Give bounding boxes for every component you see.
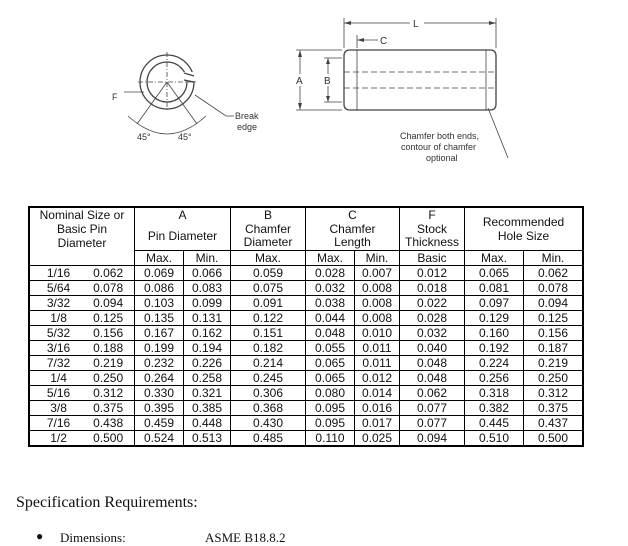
spec-item-value: ASME B18.8.2: [205, 530, 286, 545]
subheader-blank-2: [87, 250, 134, 265]
cell-a-min: 0.099: [184, 295, 231, 310]
header-c-label: [306, 223, 400, 250]
chamfer-note-3: optional: [426, 153, 458, 163]
cell-hole-min: 0.094: [524, 295, 584, 310]
cell-b-max: 0.122: [231, 310, 306, 325]
cell-a-min: 0.226: [184, 355, 231, 370]
header-b-line-2: Diameter: [243, 235, 293, 250]
subheader-blank-1: [29, 250, 87, 265]
cell-hole-max: 0.065: [465, 265, 524, 280]
cell-a-max: 0.199: [135, 340, 184, 355]
cell-nominal-fraction: 1/2: [29, 430, 87, 446]
cell-hole-min: 0.250: [524, 370, 584, 385]
cell-nominal-fraction: 3/8: [29, 400, 87, 415]
header-b-label: [231, 223, 306, 250]
cell-c-max: 0.095: [306, 415, 355, 430]
cell-a-max: 0.330: [135, 385, 184, 400]
cell-b-max: 0.245: [231, 370, 306, 385]
spec-item-label: Dimensions:: [60, 530, 126, 545]
cell-f-basic: 0.094: [400, 430, 465, 446]
cell-a-min: 0.066: [184, 265, 231, 280]
cell-nominal-decimal: 0.094: [87, 295, 134, 310]
cell-a-max: 0.395: [135, 400, 184, 415]
header-a-letter: A: [135, 207, 231, 223]
chamfer-note-1: Chamfer both ends,: [400, 131, 480, 141]
label-angle-right: 45°: [178, 132, 192, 142]
cell-f-basic: 0.077: [400, 400, 465, 415]
cell-a-max: 0.135: [135, 310, 184, 325]
cell-b-max: 0.182: [231, 340, 306, 355]
cell-a-max: 0.459: [135, 415, 184, 430]
label-angle-left: 45°: [137, 132, 151, 142]
cell-hole-min: 0.156: [524, 325, 584, 340]
label-b: B: [324, 76, 331, 87]
table-row: [29, 295, 583, 310]
cell-nominal-fraction: 1/16: [29, 265, 87, 280]
cell-f-basic: 0.040: [400, 340, 465, 355]
cell-c-min: 0.012: [355, 370, 400, 385]
cell-c-min: 0.017: [355, 415, 400, 430]
cell-nominal-decimal: 0.188: [87, 340, 134, 355]
cell-nominal-decimal: 0.078: [87, 280, 134, 295]
table-row: [29, 415, 583, 430]
cell-hole-min: 0.500: [524, 430, 584, 446]
cell-f-basic: 0.077: [400, 415, 465, 430]
cell-c-max: 0.038: [306, 295, 355, 310]
spec-requirements-heading: Specification Requirements:: [16, 494, 198, 511]
cell-hole-min: 0.125: [524, 310, 584, 325]
cell-b-max: 0.214: [231, 355, 306, 370]
cell-hole-max: 0.224: [465, 355, 524, 370]
cell-c-max: 0.065: [306, 370, 355, 385]
cell-hole-min: 0.078: [524, 280, 584, 295]
cell-a-min: 0.513: [184, 430, 231, 446]
header-rec-line-2: Hole Size: [497, 228, 550, 243]
cell-f-basic: 0.012: [400, 265, 465, 280]
cell-f-basic: 0.022: [400, 295, 465, 310]
header-rec-line-1: Recommended: [482, 214, 565, 229]
table-subheader-row: [29, 250, 583, 265]
cell-c-min: 0.016: [355, 400, 400, 415]
cell-nominal-fraction: 1/8: [29, 310, 87, 325]
cell-nominal-fraction: 3/16: [29, 340, 87, 355]
table-row: [29, 355, 583, 370]
cell-hole-max: 0.160: [465, 325, 524, 340]
cell-c-min: 0.025: [355, 430, 400, 446]
table-header-row: [29, 207, 583, 223]
cell-a-min: 0.131: [184, 310, 231, 325]
cell-b-max: 0.485: [231, 430, 306, 446]
end-view: [124, 52, 234, 134]
cell-f-basic: 0.028: [400, 310, 465, 325]
cell-a-min: 0.162: [184, 325, 231, 340]
subheader-b-max: Max.: [231, 250, 306, 265]
cell-f-basic: 0.048: [400, 370, 465, 385]
cell-a-min: 0.258: [184, 370, 231, 385]
cell-b-max: 0.368: [231, 400, 306, 415]
table-row: [29, 385, 583, 400]
cell-c-min: 0.010: [355, 325, 400, 340]
table-row: [29, 325, 583, 340]
header-recommended-hole: [465, 207, 584, 250]
bullet-icon: ●: [36, 529, 44, 543]
table-row: [29, 400, 583, 415]
cell-c-max: 0.048: [306, 325, 355, 340]
cell-c-min: 0.008: [355, 310, 400, 325]
cell-b-max: 0.306: [231, 385, 306, 400]
subheader-c-min: Min.: [355, 250, 400, 265]
cell-nominal-fraction: 3/32: [29, 295, 87, 310]
subheader-c-max: Max.: [306, 250, 355, 265]
header-c-line-2: Length: [334, 235, 371, 250]
cell-a-min: 0.194: [184, 340, 231, 355]
cell-a-min: 0.448: [184, 415, 231, 430]
cell-c-max: 0.080: [306, 385, 355, 400]
cell-a-max: 0.167: [135, 325, 184, 340]
cell-c-max: 0.065: [306, 355, 355, 370]
cell-c-min: 0.008: [355, 295, 400, 310]
subheader-hole-min: Min.: [524, 250, 584, 265]
cell-f-basic: 0.062: [400, 385, 465, 400]
cell-nominal-fraction: 5/64: [29, 280, 87, 295]
cell-c-max: 0.028: [306, 265, 355, 280]
header-nominal-line-3: Diameter: [57, 236, 107, 250]
header-f-label: [400, 223, 465, 250]
cell-nominal-fraction: 5/32: [29, 325, 87, 340]
cell-a-max: 0.264: [135, 370, 184, 385]
cell-c-min: 0.008: [355, 280, 400, 295]
header-c-line-1: Chamfer: [329, 222, 376, 237]
cell-hole-max: 0.510: [465, 430, 524, 446]
cell-nominal-decimal: 0.219: [87, 355, 134, 370]
cell-hole-max: 0.192: [465, 340, 524, 355]
header-f-line-2: Thickness: [404, 235, 460, 250]
cell-hole-max: 0.318: [465, 385, 524, 400]
cell-a-max: 0.232: [135, 355, 184, 370]
header-nominal-line-2: Basic Pin: [56, 222, 108, 236]
cell-hole-max: 0.081: [465, 280, 524, 295]
cell-nominal-decimal: 0.500: [87, 430, 134, 446]
cell-hole-min: 0.062: [524, 265, 584, 280]
table-row: [29, 265, 583, 280]
cell-nominal-fraction: 7/16: [29, 415, 87, 430]
cell-hole-max: 0.097: [465, 295, 524, 310]
cell-a-max: 0.069: [135, 265, 184, 280]
cell-hole-max: 0.382: [465, 400, 524, 415]
spring-pin-dimensions-table: [28, 206, 584, 447]
cell-hole-min: 0.437: [524, 415, 584, 430]
label-a: A: [296, 76, 303, 87]
cell-c-min: 0.011: [355, 355, 400, 370]
table-row: [29, 340, 583, 355]
cell-c-max: 0.110: [306, 430, 355, 446]
header-f-letter: F: [400, 207, 465, 223]
cell-c-min: 0.007: [355, 265, 400, 280]
cell-a-min: 0.083: [184, 280, 231, 295]
cell-a-min: 0.385: [184, 400, 231, 415]
subheader-hole-max: Max.: [465, 250, 524, 265]
header-f-line-1: Stock: [416, 222, 447, 237]
table-row: [29, 310, 583, 325]
label-l: L: [413, 19, 419, 30]
pin-technical-drawing: [0, 0, 628, 200]
cell-nominal-fraction: 7/32: [29, 355, 87, 370]
cell-nominal-fraction: 5/16: [29, 385, 87, 400]
subheader-f-basic: Basic: [400, 250, 465, 265]
cell-hole-min: 0.312: [524, 385, 584, 400]
label-c: C: [380, 36, 388, 47]
label-break-edge-2: edge: [237, 122, 258, 132]
cell-nominal-decimal: 0.250: [87, 370, 134, 385]
table-row: [29, 430, 583, 446]
cell-a-max: 0.524: [135, 430, 184, 446]
cell-a-max: 0.086: [135, 280, 184, 295]
cell-nominal-decimal: 0.156: [87, 325, 134, 340]
cell-c-max: 0.055: [306, 340, 355, 355]
cell-c-max: 0.032: [306, 280, 355, 295]
cell-f-basic: 0.048: [400, 355, 465, 370]
cell-c-max: 0.044: [306, 310, 355, 325]
chamfer-note-2: contour of chamfer: [401, 142, 477, 152]
header-b-letter: B: [231, 207, 306, 223]
header-a-label: Pin Diameter: [135, 223, 231, 250]
cell-a-max: 0.103: [135, 295, 184, 310]
cell-c-max: 0.095: [306, 400, 355, 415]
cell-b-max: 0.091: [231, 295, 306, 310]
label-break-edge-1: Break: [235, 111, 259, 121]
cell-nominal-fraction: 1/4: [29, 370, 87, 385]
cell-nominal-decimal: 0.312: [87, 385, 134, 400]
label-f: F: [112, 92, 118, 102]
cell-nominal-decimal: 0.438: [87, 415, 134, 430]
cell-b-max: 0.075: [231, 280, 306, 295]
cell-b-max: 0.151: [231, 325, 306, 340]
subheader-a-max: Max.: [135, 250, 184, 265]
cell-f-basic: 0.032: [400, 325, 465, 340]
header-nominal-line-1: Nominal Size or: [39, 208, 125, 222]
cell-hole-min: 0.375: [524, 400, 584, 415]
header-nominal-size: [29, 207, 135, 250]
cell-c-min: 0.014: [355, 385, 400, 400]
cell-hole-min: 0.219: [524, 355, 584, 370]
table-row: [29, 280, 583, 295]
cell-nominal-decimal: 0.062: [87, 265, 134, 280]
header-c-letter: C: [306, 207, 400, 223]
cell-a-min: 0.321: [184, 385, 231, 400]
table-row: [29, 370, 583, 385]
header-b-line-1: Chamfer: [244, 222, 291, 237]
cell-nominal-decimal: 0.375: [87, 400, 134, 415]
cell-hole-max: 0.256: [465, 370, 524, 385]
subheader-a-min: Min.: [184, 250, 231, 265]
cell-hole-min: 0.187: [524, 340, 584, 355]
cell-nominal-decimal: 0.125: [87, 310, 134, 325]
cell-c-min: 0.011: [355, 340, 400, 355]
cell-hole-max: 0.445: [465, 415, 524, 430]
cell-f-basic: 0.018: [400, 280, 465, 295]
cell-hole-max: 0.129: [465, 310, 524, 325]
cell-b-max: 0.059: [231, 265, 306, 280]
cell-b-max: 0.430: [231, 415, 306, 430]
